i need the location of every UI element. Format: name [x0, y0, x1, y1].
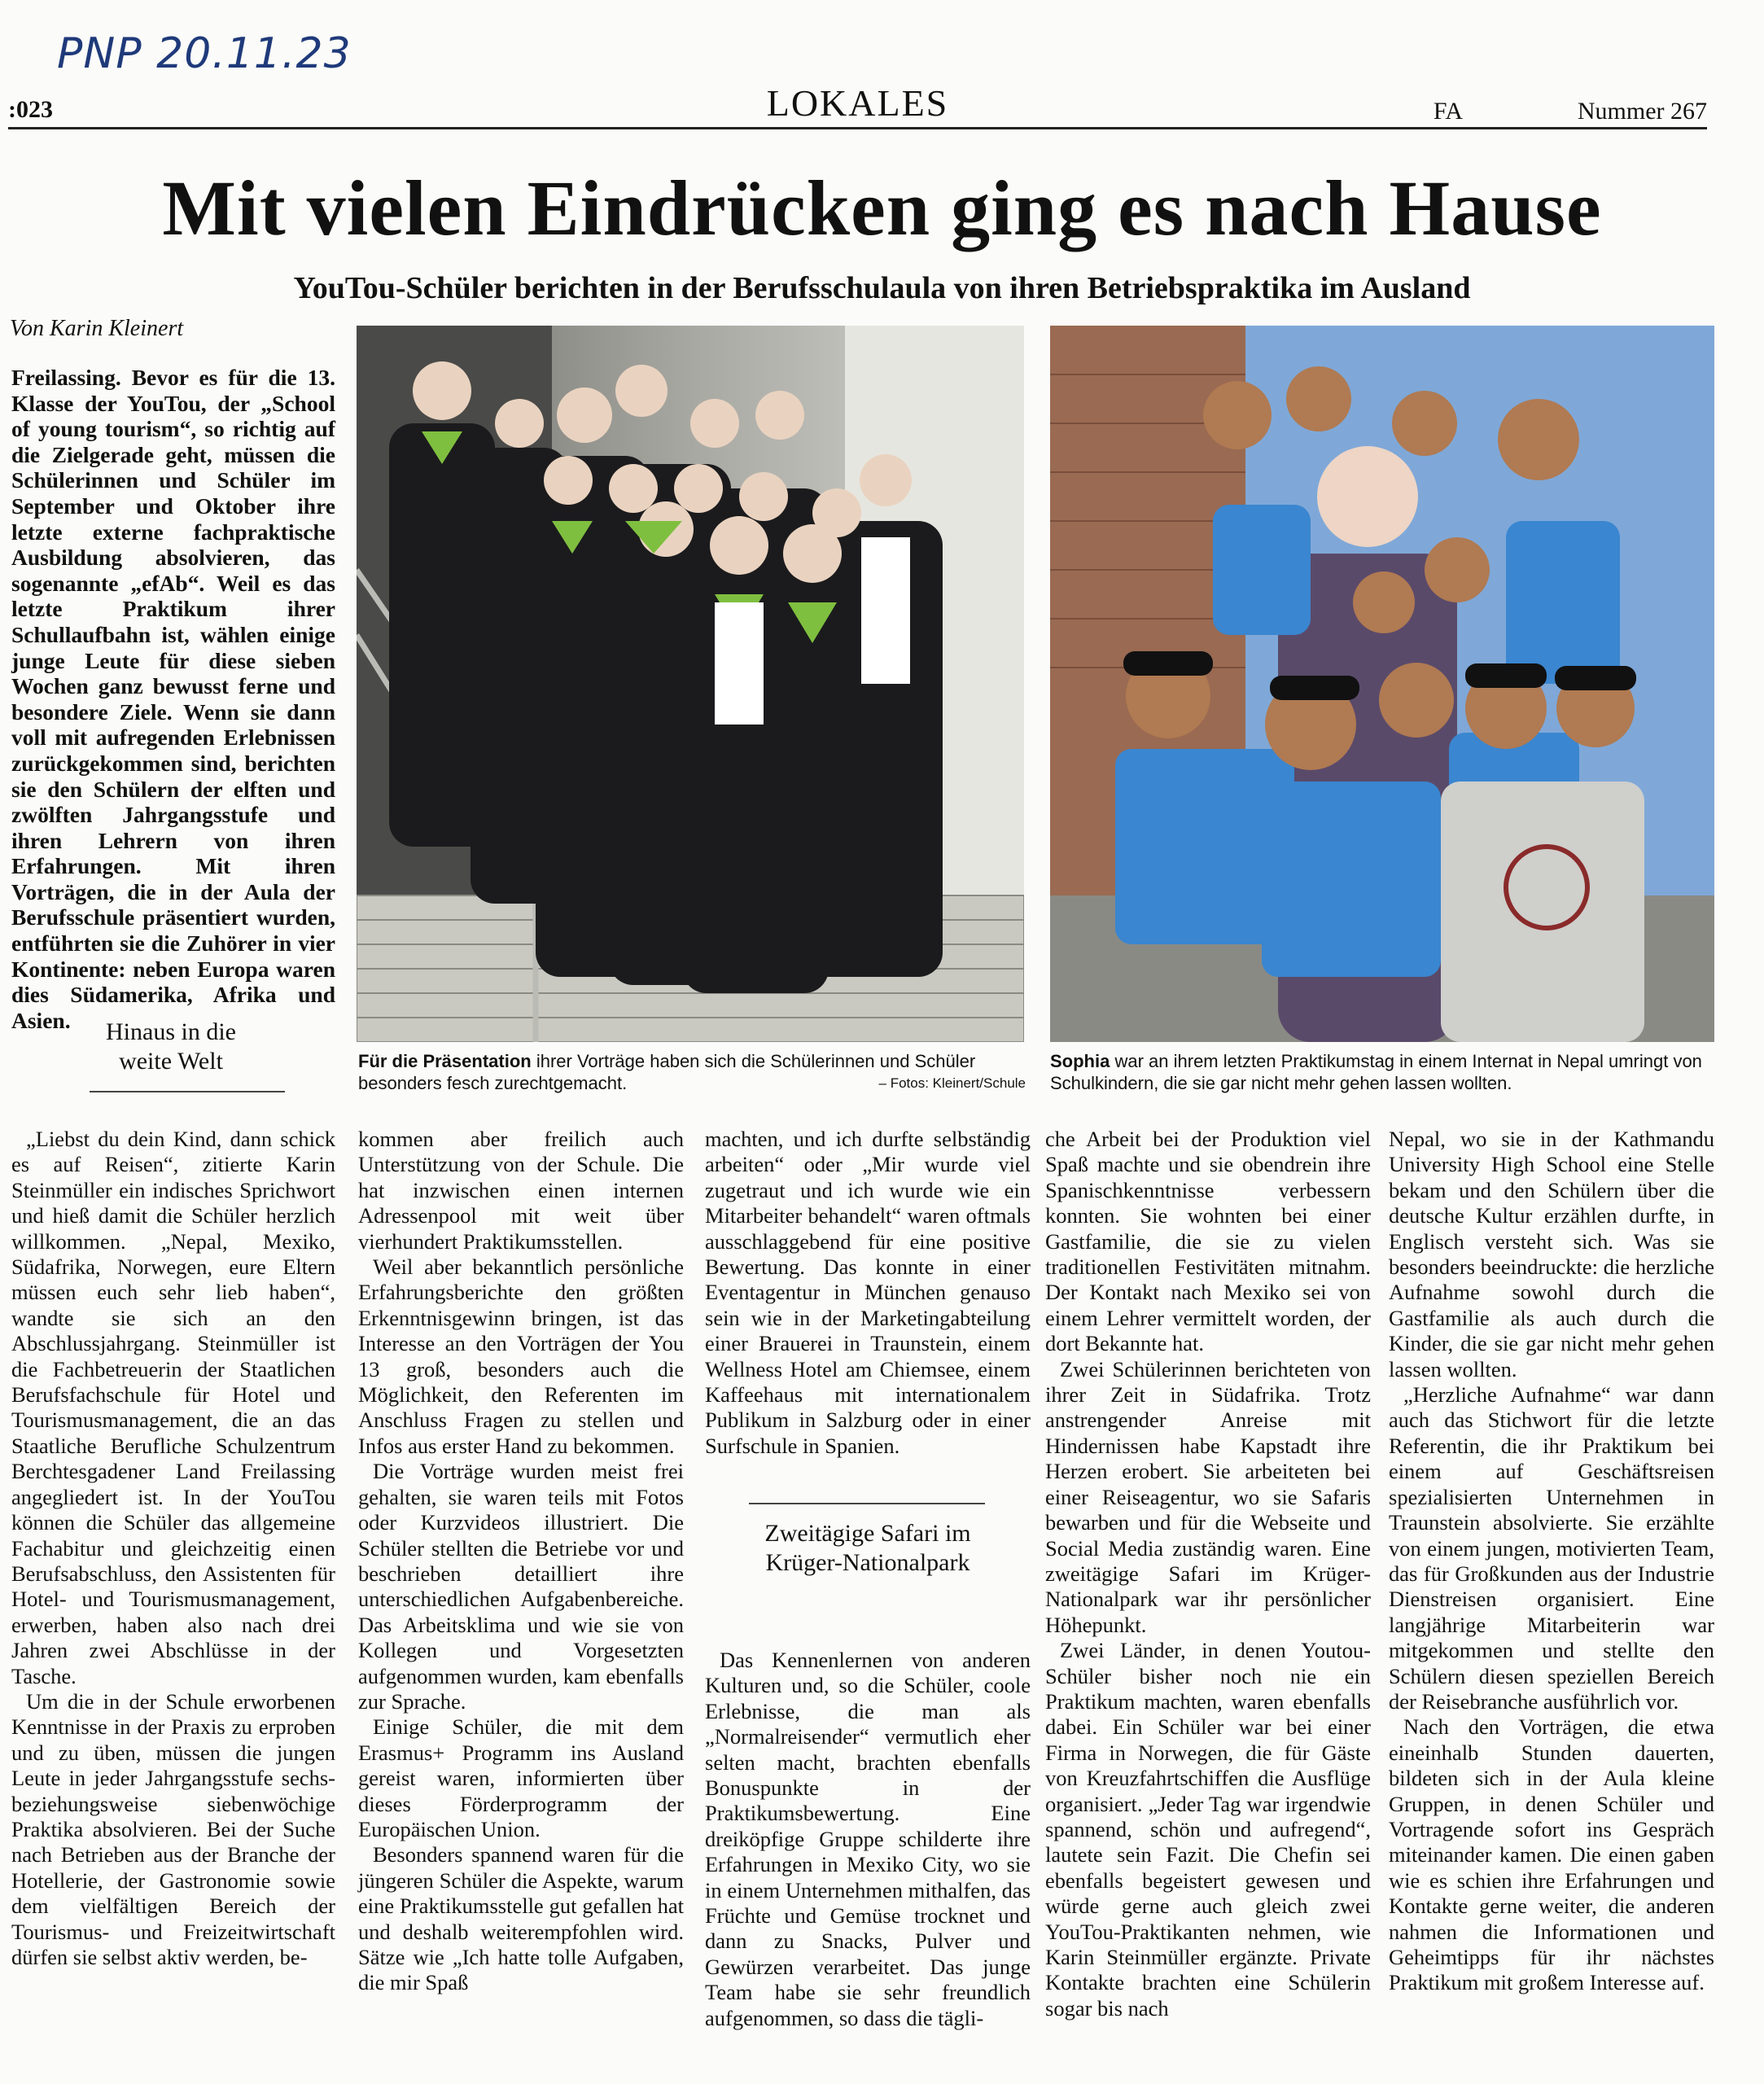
- column-1: [11, 1127, 335, 1970]
- col2-paragraph-4: Einige Schüler, die mit dem Erasmus+ Programm ins Ausland gereist waren, informierten über dieses Förderprogramm der Europäischen Union.: [358, 1714, 684, 1841]
- nepal-photo-image: [1050, 326, 1714, 1042]
- caption-students-bold: Für die Präsentation: [358, 1051, 532, 1071]
- column-2: [358, 1127, 684, 1996]
- col2-paragraph-1: kommen aber freilich auch Unterstützung von der Schule. Die hat inzwischen einen internen Adressenpool mit weit über vierhundert Praktikumsstellen.: [358, 1127, 684, 1254]
- col1-paragraph-2: Um die in der Schule erworbenen Kenntnisse in der Praxis zu erproben und zu üben, müssen die jungen Leute in jeder Jahrgangsstufe sechs- beziehungsweise siebenwöchige Praktika absolvieren. Bei der Suche nach Betrieben aus der Branche der Hotellerie, der Gastronomie sowie dem vielfältigen Bereich der Tourismus- und Freizeitwirtschaft dürfen sie selbst aktiv werden, be-: [11, 1688, 335, 1969]
- intro-place: Freilassing.: [11, 365, 121, 390]
- col5-paragraph-2: „Herzliche Aufnahme“ war dann auch das Stichwort für die letzte Referentin, die ihr Praktikum bei einem auf Geschäftsreisen spezialisierten Unternehmen in Traunstein absolvierte. Sie erzählte von einem jungen, motivierten Team, das für Großkunden aus der Industrie Dienstreisen organisiert. Eine langjährige Mitarbeiterin war mitgekommen und stellte den Schülern diesen speziellen Bereich der Reisebranche ausführlich vor.: [1389, 1382, 1714, 1714]
- edition-label: FA: [1433, 98, 1463, 125]
- subheadline: YouTou-Schüler berichten in der Berufsschulaula von ihren Betriebspraktika im Ausland: [293, 271, 1471, 305]
- subhead-hinaus-line1: Hinaus in die: [106, 1018, 236, 1045]
- column-5: [1389, 1127, 1714, 1996]
- header-date: :023: [8, 96, 53, 123]
- section-title: LOKALES: [766, 82, 949, 124]
- caption-students: [358, 1050, 1026, 1094]
- photo-students: [357, 326, 1024, 1042]
- caption-nepal-bold: Sophia: [1050, 1051, 1110, 1071]
- column-3: [705, 1127, 1031, 1459]
- column-3-lower: [705, 1648, 1031, 2031]
- subhead-safari: [729, 1519, 1006, 1578]
- intro-paragraph: [11, 365, 335, 1033]
- col1-paragraph-1: „Liebst du dein Kind, dann schick es auf Reisen“, zitierte Karin Steinmüller ein indisches Sprichwort und hieß damit die Schüler herzlich willkommen. „Nepal, Mexiko, Südafrika, Norwegen, eure Eltern müssen euch sehr lieb haben“, wandte sie sich an den Abschlussjahrgang. Steinmüller ist die Fachbetreuerin der Staatlichen Berufsfachschule für Hotel und Tourismusmanagement, die an das Staatliche Berufliche Schulzentrum Berchtesgadener Land Freilassing angegliedert ist. In der YouTou können die Schüler das allgemeine Fachabitur und gleichzeitig einen Berufsabschluss, den Assistenten für Hotel- und Tourismusmanagement, erwerben, haben also nach drei Jahren zwei Abschlüsse in der Tasche.: [11, 1127, 335, 1688]
- photo-nepal: [1050, 326, 1714, 1042]
- col4-paragraph-1: che Arbeit bei der Produktion viel Spaß machte und sie obendrein ihre Spanischkenntnisse verbessern konnten. Sie wohnten bei einer Gastfamilie, die sie zu vielen traditionellen Festivitäten mitnahm. Der Kontakt nach Mexiko sei von einem Lehrer vermittelt worden, der dort Bekannte hat.: [1045, 1127, 1371, 1356]
- photo-credit: – Fotos: Kleinert/Schule: [878, 1075, 1026, 1091]
- col2-paragraph-3: Die Vorträge wurden meist frei gehalten, sie waren teils mit Fotos oder Kurzvideos illustriert. Die Schüler stellten die Betriebe vor und beschrieben detailliert ihre unterschiedlichen Aufgabenbereiche. Das Arbeitsklima und wie sie von Kollegen und Vorgesetzten aufgenommen wurden, kam ebenfalls zur Sprache.: [358, 1459, 684, 1714]
- col3-paragraph-2: Das Kennenlernen von anderen Kulturen und, so die Schüler, coole Erlebnisse, die man als „Normalreisender“ vermutlich eher selten macht, brachten ebenfalls Bonuspunkte in der Praktikumsbewertung. Eine dreiköpfige Gruppe schilderte ihre Erfahrungen in Mexiko City, wo sie in einem Unternehmen mithalfen, das Früchte und Gemüse trocknet und dann zu Snacks, Pulver und Gewürzen verarbeitet. Das junge Team habe sie sehr freundlich aufgenommen, so dass die tägli-: [705, 1648, 1031, 2030]
- col3-paragraph-1: machten, und ich durfte selbständig arbeiten“ oder „Mir wurde viel zugetraut und ich wurde wie ein Mitarbeiter behandelt“ waren oftmals ausschlaggebend für eine positive Bewertung. Das konnte in einer Eventagentur in München genauso sein wie in der Marketingabteilung einer Brauerei in Traunstein, einem Wellness Hotel am Chiemsee, einem Kaffeehaus mit internationalem Publikum in Salzburg oder in einer Surfschule in Spanien.: [705, 1127, 1031, 1458]
- caption-nepal-text: war an ihrem letzten Praktikumstag in einem Internat in Nepal umringt von Schulkindern, die sie gar nicht mehr gehen lassen wollten.: [1050, 1051, 1702, 1093]
- intro-text: Bevor es für die 13. Klasse der YouTou, der „School of young tourism“, so richtig auf die Zielgerade geht, müssen die Schülerinnen und Schüler im September und Oktober ihre letzte externe fachpraktische Ausbildung absolvieren, das sogenannte „efAb“. Weil es das letzte Praktikum ihrer Schullaufbahn ist, wählen einige junge Leute für diese sieben Wochen ganz bewusst ferne und besondere Ziele. Wenn sie dann voll mit aufregenden Erlebnissen zurückgekommen sind, berichten sie den Schülern der elften und zwölften Jahrgangsstufe und ihren Lehrern von ihren Erfahrungen. Mit ihren Vorträgen, die in der Aula der Berufsschule präsentiert wurden, entführten sie die Zuhörer in vier Kontinente: neben Europa waren dies Südamerika, Afrika und Asien.: [11, 365, 336, 1033]
- subhead-safari-line1: Zweitägige Safari im: [764, 1520, 971, 1547]
- subhead-hinaus: [49, 1018, 293, 1076]
- caption-students-text: ihrer Vorträge haben sich die Schülerinnen und Schüler besonders fesch zurechtgemacht.: [358, 1051, 976, 1093]
- col2-paragraph-2: Weil aber bekanntlich persönliche Erfahrungsberichte den größten Erkenntnisgewinn bringen, ist das Interesse an den Vorträgen der You 13 groß, besonders auch die Möglichkeit, den Referenten im Anschluss Fragen zu stellen und Infos aus erster Hand zu bekommen.: [358, 1254, 684, 1458]
- subhead-safari-line2: Krüger-Nationalpark: [765, 1549, 970, 1576]
- headline: Mit vielen Eindrücken ging es nach Hause: [162, 164, 1602, 252]
- caption-nepal: [1050, 1050, 1714, 1094]
- header-rule: [8, 127, 1707, 129]
- col4-paragraph-2: Zwei Schülerinnen berichteten von ihrer Zeit in Südafrika. Trotz anstrengender Anreise mit Hindernissen habe Kapstadt ihre Herzen erobert. Sie arbeiteten bei einer Reiseagentur, wo sie Safaris bewarben und für die Webseite und Social Media zuständig waren. Eine zweitägige Safari im Krüger-Nationalpark war ihr persönlicher Höhepunkt.: [1045, 1356, 1371, 1637]
- col4-paragraph-3: Zwei Länder, in denen Youtou-Schüler bisher noch nie ein Praktikum machten, waren ebenfalls dabei. Ein Schüler war bei einer Firma in Norwegen, die für Gäste von Kreuzfahrtschiffen die Ausflüge organisiert. „Jeder Tag war irgendwie spannend, schön und aufregend“, lautete sein Fazit. Die Chefin sei ebenfalls begeistert gewesen und würde gerne auch gleich zwei YouTou-Praktikanten nehmen, wie Karin Steinmüller ergänzte. Private Kontakte brachten eine Schülerin sogar bis nach: [1045, 1638, 1371, 2021]
- col2-paragraph-5: Besonders spannend waren für die jüngeren Schüler die Aspekte, warum eine Praktikumsstelle gut gefallen hat und deshalb weiterempfohlen wird. Sätze wie „Ich hatte tolle Aufgaben, die mir Spaß: [358, 1842, 684, 1995]
- column-4: [1045, 1127, 1371, 2021]
- byline: Von Karin Kleinert: [10, 316, 184, 341]
- subhead-hinaus-line2: weite Welt: [119, 1048, 223, 1075]
- students-photo-image: [357, 326, 1024, 1042]
- col5-paragraph-3: Nach den Vorträgen, die etwa eineinhalb Stunden dauerten, bildeten sich in der Aula kleine Gruppen, in denen Schüler und Vortragende sofort ins Gespräch miteinander kamen. Die einen gaben wie es schien ihre Erfahrungen und Kontakte gerne weiter, die anderen nahmen die Informationen und Geheimtipps für ihr nächstes Praktikum mit großem Interesse auf.: [1389, 1714, 1714, 1995]
- handwritten-note: PNP 20.11.23: [57, 29, 352, 78]
- col5-paragraph-1: Nepal, wo sie in der Kathmandu University High School eine Stelle bekam und den Schülern über die deutsche Kultur erzählen durfte, in Englisch versteht sich. Was sie besonders beeindruckte: die herzliche Aufnahme sowohl durch die Gastfamilie als auch durch die Kinder, die sie gar nicht mehr gehen lassen wollten.: [1389, 1127, 1714, 1381]
- page-header: [8, 81, 1707, 130]
- issue-number: Nummer 267: [1577, 98, 1707, 125]
- intro-column: [11, 365, 335, 1033]
- subhead-safari-rule-top: [749, 1503, 985, 1504]
- subhead-rule: [90, 1091, 285, 1092]
